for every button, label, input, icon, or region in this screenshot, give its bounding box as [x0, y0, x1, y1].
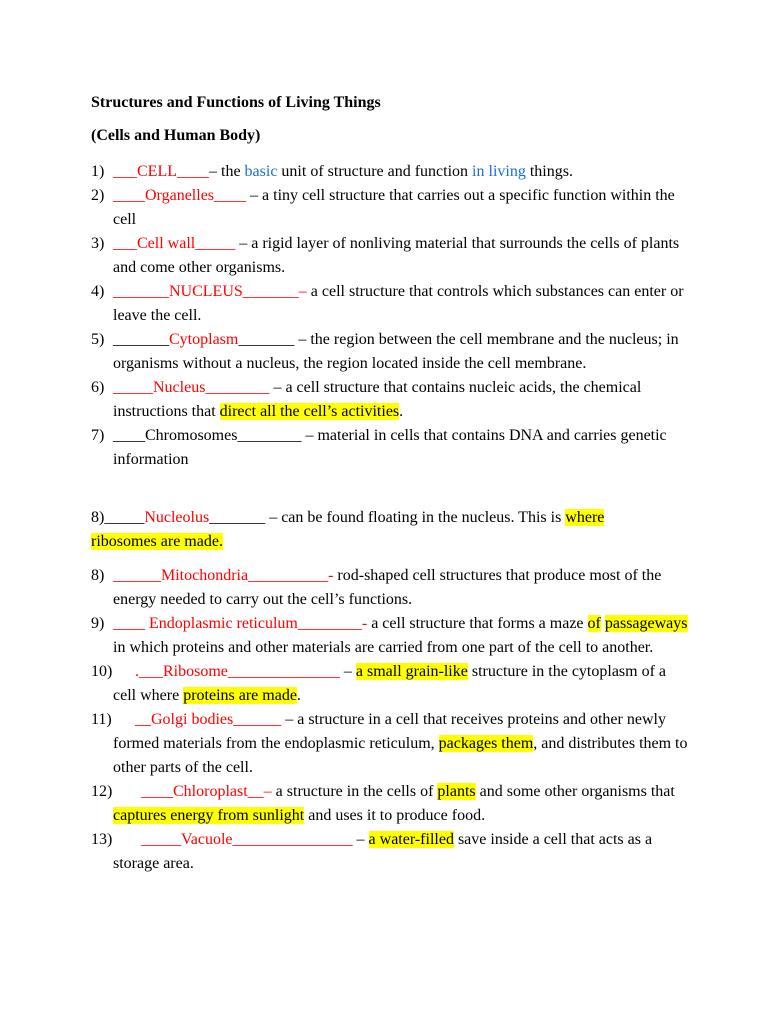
item-number: 3)	[91, 235, 105, 252]
term-chloroplast: ____Chloroplast__–	[141, 783, 272, 800]
list-item: 12) ____Chloroplast__– a structure in the cells of plants and some other organisms that captures energy from sunlight and uses it to produce food.	[91, 780, 691, 828]
list-item: 11) __Golgi bodies______ – a structure in a cell that receives proteins and other newly formed materials from the endoplasmic reticulum, packages them, and distributes them to other parts of the cell.	[91, 708, 691, 780]
list-item: 2) ____Organelles____ – a tiny cell structure that carries out a specific function within the cell	[91, 184, 691, 232]
term-ribosome: .___Ribosome______________	[135, 663, 340, 680]
highlight-text: a small grain-like	[355, 663, 468, 680]
list-item: 3) ___Cell wall_____ – a rigid layer of nonliving material that surrounds the cells of plants and come other organisms.	[91, 232, 691, 280]
item-number: 4)	[91, 283, 105, 300]
term-golgi-bodies: __Golgi bodies______	[135, 711, 282, 728]
list-item: 8) ______Mitochondria__________- rod-shaped cell structures that produce most of the energy needed to carry out the cell’s functions.	[91, 564, 691, 612]
text-in-living: in living	[472, 163, 526, 180]
item-number: 1)	[91, 163, 105, 180]
item-number: 8)	[91, 567, 105, 584]
list-item: 13) _____Vacuole_______________ – a water-filled save inside a cell that acts as a storage area.	[91, 828, 691, 876]
term-nucleolus: Nucleolus	[144, 509, 210, 526]
nucleolus-paragraph: 8)_____Nucleolus_______ – can be found floating in the nucleus. This is where ribosomes are made.	[91, 509, 605, 550]
item-number: 9)	[91, 615, 105, 632]
highlight-text: captures energy from sunlight	[113, 807, 305, 824]
item-number: 5)	[91, 331, 105, 348]
term-endoplasmic-reticulum: ____ Endoplasmic reticulum________-	[113, 615, 368, 632]
page-subtitle: (Cells and Human Body)	[91, 127, 261, 144]
term-organelles: ____Organelles____	[113, 187, 247, 204]
text-basic: basic	[244, 163, 278, 180]
item-number: 11)	[91, 711, 112, 728]
definitions-list-1	[91, 160, 691, 472]
term-nucleus: _____Nucleus________	[113, 379, 270, 396]
term-cell: ___CELL____	[113, 163, 209, 180]
term-vacuole: _____Vacuole_______________	[141, 831, 353, 848]
item-number: 2)	[91, 187, 105, 204]
item-number: 10)	[91, 663, 113, 680]
item-number: 12)	[91, 783, 113, 800]
definitions-list-2	[91, 564, 691, 876]
list-item: 4) _______NUCLEUS_______– a cell structure that controls which substances can enter or leave the cell.	[91, 280, 691, 328]
highlight-text: ribosomes are made.	[91, 533, 223, 550]
term-cell-wall: ___Cell wall_____	[113, 235, 236, 252]
list-item: 5) _______Cytoplasm_______ – the region between the cell membrane and the nucleus; in organisms without a nucleus, the region located inside the cell membrane.	[91, 328, 691, 376]
highlight-text: direct all the cell’s activities	[219, 403, 400, 420]
term-mitochondria: ______Mitochondria__________-	[113, 567, 334, 584]
highlight-text: plants	[437, 783, 476, 800]
page-title: Structures and Functions of Living Things	[91, 94, 381, 111]
list-item: 10) .___Ribosome______________ – a small grain-like structure in the cytoplasm of a cell where proteins are made.	[91, 660, 691, 708]
highlight-text: of	[587, 615, 601, 632]
item-number: 13)	[91, 831, 113, 848]
item-number: 6)	[91, 379, 105, 396]
highlight-text: packages them	[438, 735, 534, 752]
list-item: 9) ____ Endoplasmic reticulum________- a cell structure that forms a maze of passageways in which proteins and other materials are carried from one part of the cell to another.	[91, 612, 691, 660]
term-cytoplasm: Cytoplasm	[169, 331, 239, 348]
item-number: 7)	[91, 427, 105, 444]
list-item: 7) ____Chromosomes________ – material in cells that contains DNA and carries genetic information	[91, 424, 691, 472]
term-chromosomes: ____Chromosomes________	[113, 427, 302, 444]
term-nucleus-upper: _______NUCLEUS_______–	[113, 283, 307, 300]
highlight-text: proteins are made	[183, 687, 297, 704]
highlight-text: where	[565, 509, 605, 526]
list-item: 6) _____Nucleus________ – a cell structure that contains nucleic acids, the chemical instructions that direct all the cell’s activities.	[91, 376, 691, 424]
list-item: 1) ___CELL____– the basic unit of structure and function in living things.	[91, 160, 691, 184]
highlight-text: a water-filled	[368, 831, 454, 848]
highlight-text: passageways	[604, 615, 688, 632]
